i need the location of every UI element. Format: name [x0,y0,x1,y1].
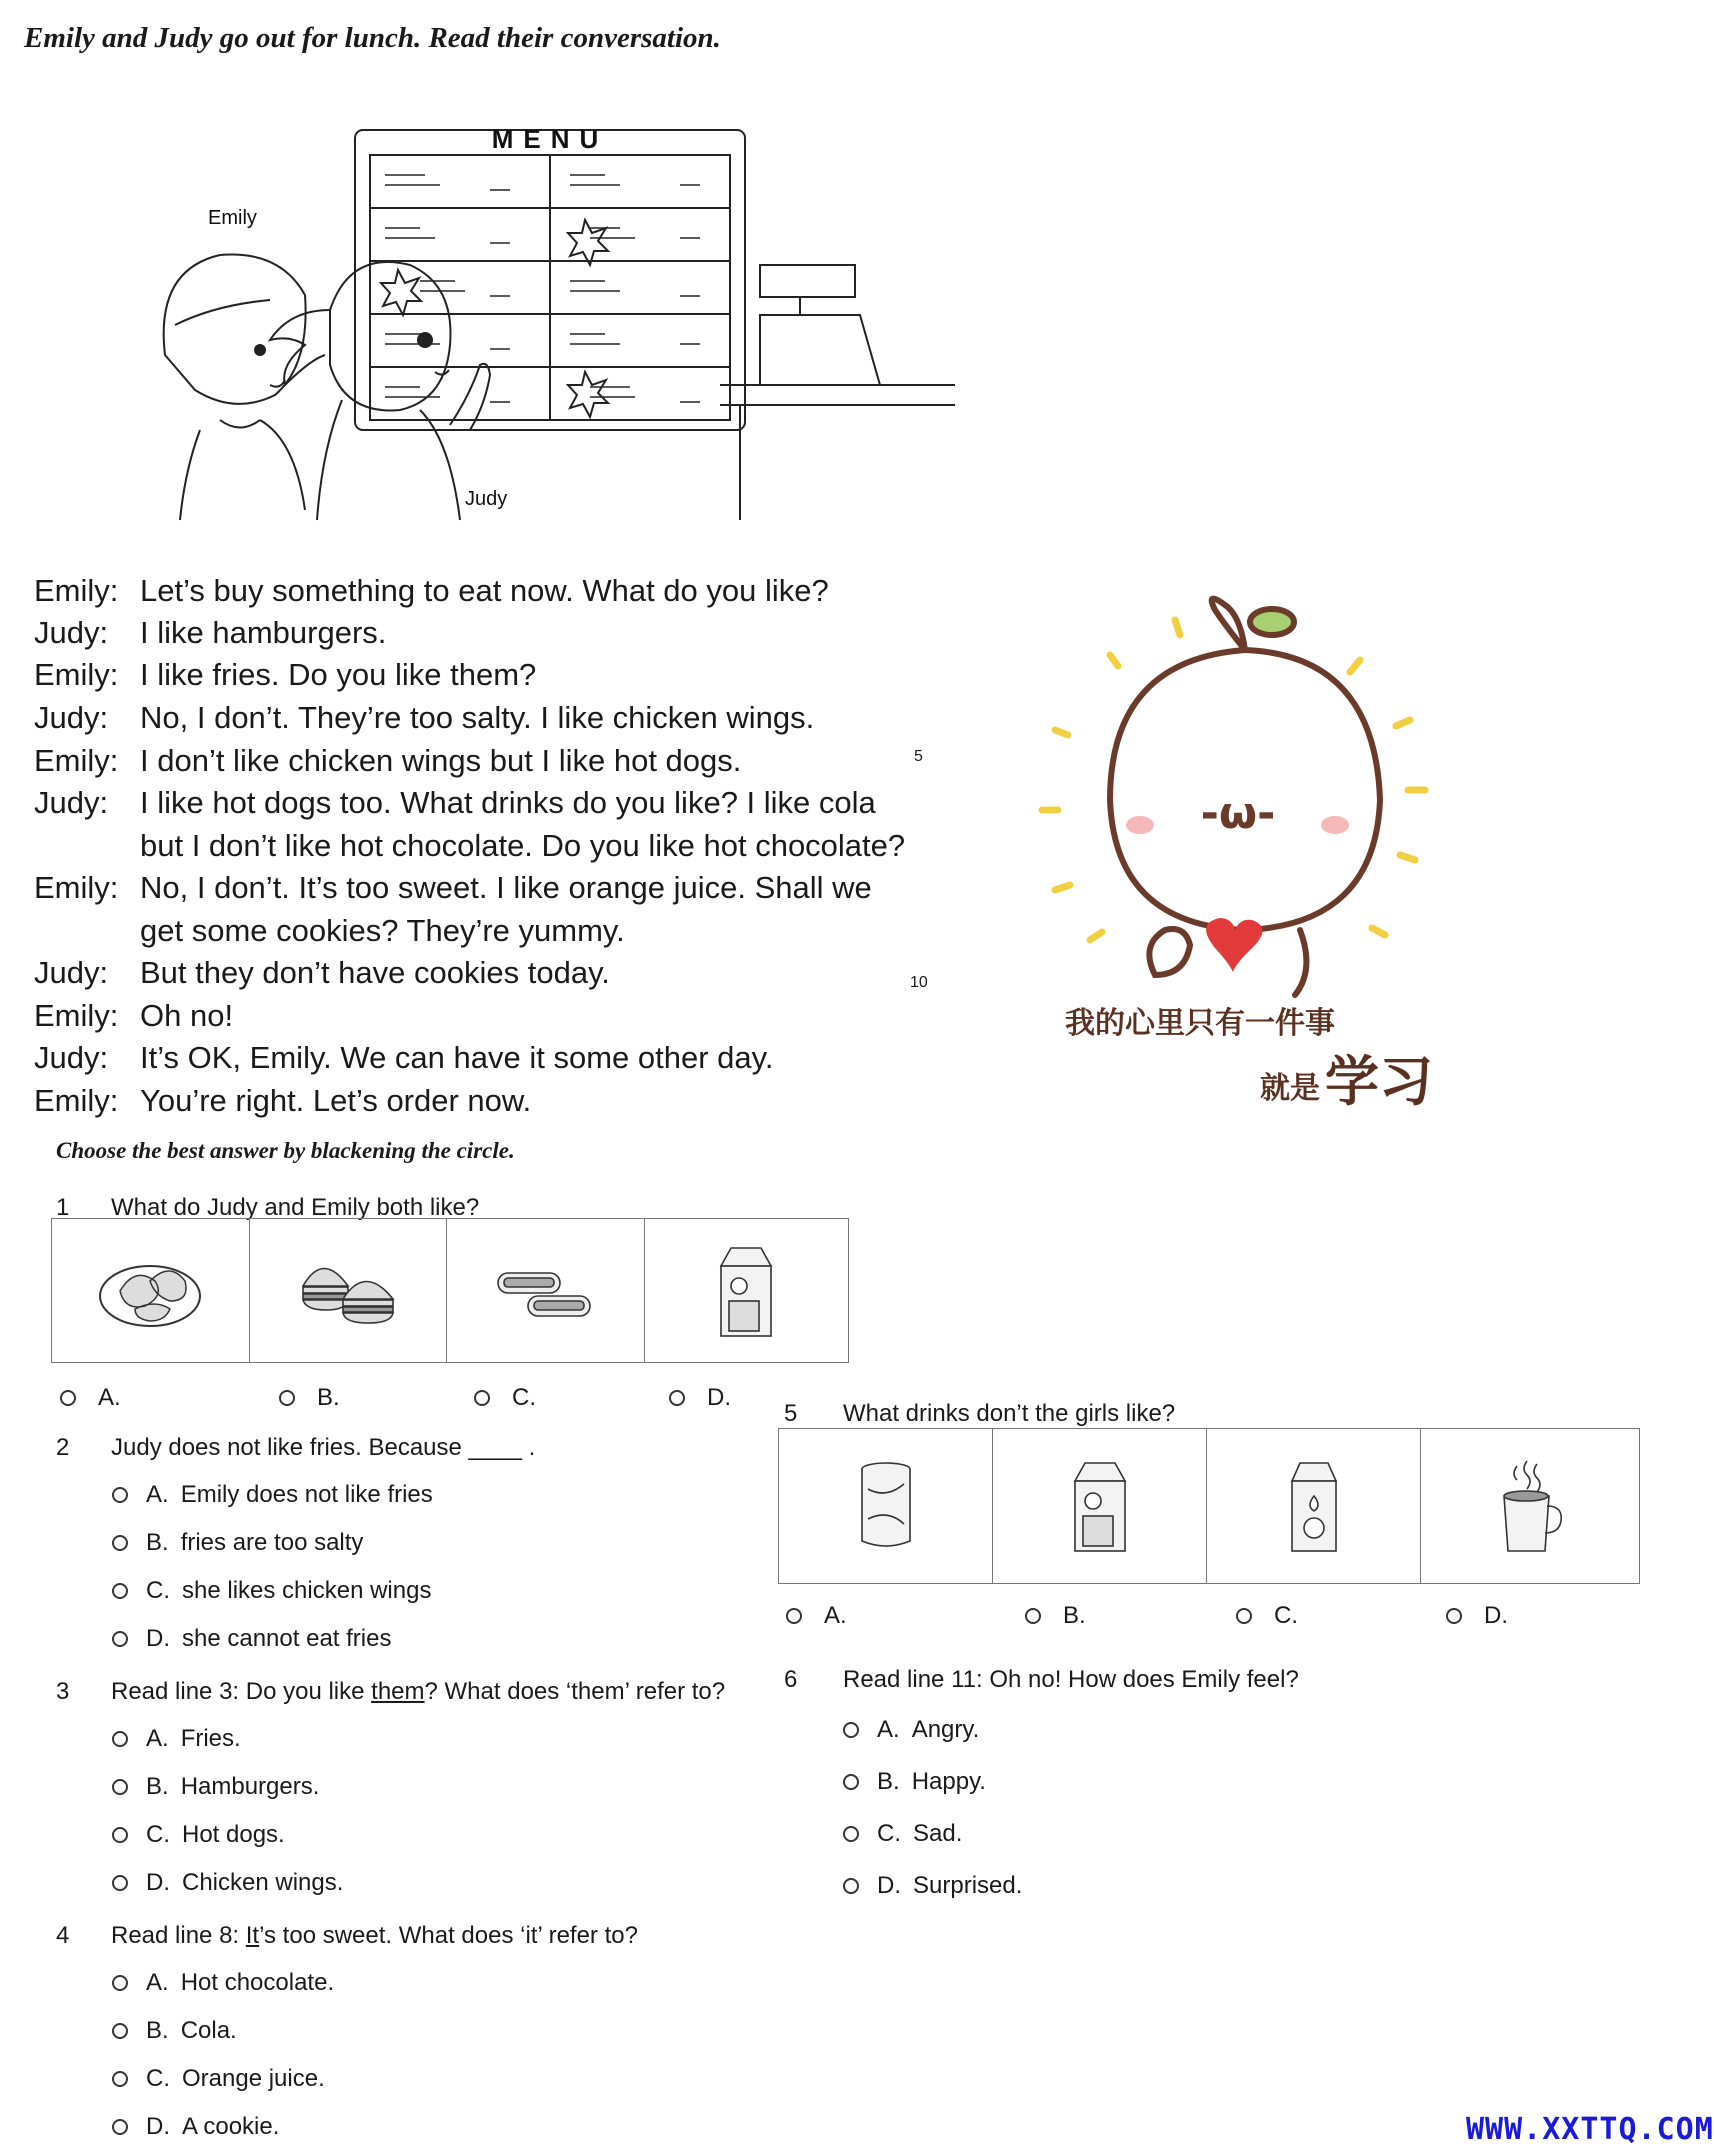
option-text: fries are too salty [180,1529,364,1556]
q3-option-d[interactable] [112,1869,343,1897]
q6-option-a[interactable] [843,1716,979,1744]
q3-option-a[interactable] [112,1725,241,1753]
question-number: 1 [56,1194,70,1221]
option-text: Hamburgers. [180,1773,320,1800]
option-letter: C. [146,1577,170,1604]
line-text: I like fries. Do you like them? [140,657,537,692]
judy-label: Judy [465,488,508,510]
study-sticker [1010,570,1470,1113]
answer-circle[interactable] [112,1731,128,1747]
question-number: 6 [784,1666,798,1693]
question-text-pre: Judy does not like fries. Because [111,1434,462,1461]
q3-option-c[interactable] [112,1821,285,1849]
q1-picture-c [447,1219,645,1362]
option-letter: A. [877,1716,900,1743]
option-text: Chicken wings. [182,1869,344,1896]
line-text: I don’t like chicken wings but I like hot dogs. [140,743,742,778]
option-text: Cola. [180,2017,237,2044]
speaker: Emily: [34,998,119,1033]
option-text: A cookie. [182,2113,280,2140]
answer-circle[interactable] [843,1722,859,1738]
q5-picture-c [1207,1429,1421,1583]
question-text-post: ’s too sweet. What does ‘it’ refer to? [259,1922,638,1949]
speaker: Judy: [34,955,109,990]
question-text: Read line 11: Oh no! How does Emily feel? [843,1666,1299,1693]
question-number: 2 [56,1434,70,1461]
counter [720,265,955,520]
option-letter: C. [1274,1602,1298,1629]
answer-circle[interactable] [279,1390,295,1406]
emily-label: Emily [208,207,257,229]
orange-juice-carton-icon [1065,1456,1135,1556]
question-number: 4 [56,1922,70,1949]
line-text: but I don’t like hot chocolate. Do you like hot chocolate? [140,828,906,863]
q1-picture-grid [51,1218,849,1363]
q1-option-d[interactable] [669,1384,731,1412]
q5-option-d[interactable] [1446,1602,1508,1630]
answer-circle[interactable] [112,1631,128,1647]
answer-circle[interactable] [1236,1608,1252,1624]
chicken-wings-icon [95,1251,205,1331]
question-number: 5 [784,1400,798,1427]
option-text: she likes chicken wings [182,1577,432,1604]
option-text: Happy. [911,1768,986,1795]
answer-circle[interactable] [112,1827,128,1843]
q4-option-d[interactable] [112,2113,279,2141]
question-number: 3 [56,1678,70,1705]
option-letter: D. [1484,1602,1508,1629]
q5-picture-grid [778,1428,1640,1584]
underlined-word: them [371,1678,425,1705]
answer-circle[interactable] [60,1390,76,1406]
q1-option-a[interactable] [60,1384,121,1412]
q3-option-b[interactable] [112,1773,319,1801]
line-text: Let’s buy something to eat now. What do you like? [140,573,829,608]
question-text: What do Judy and Emily both like? [111,1194,480,1221]
sticker-line2-small: 就是 [1260,1071,1320,1106]
option-text: she cannot eat fries [182,1625,392,1652]
q4-option-a[interactable] [112,1969,334,1997]
q1-option-c[interactable] [474,1384,536,1412]
q4-option-b[interactable] [112,2017,237,2045]
option-letter: C. [512,1384,536,1411]
answer-circle[interactable] [112,2023,128,2039]
option-letter: C. [146,2065,170,2092]
option-letter: B. [877,1768,900,1795]
option-letter: C. [146,1821,170,1848]
line-text: get some cookies? They’re yummy. [140,913,625,948]
question-text-pre: Read line 3: Do you like [111,1678,372,1705]
answer-circle[interactable] [843,1774,859,1790]
speaker: Judy: [34,785,109,820]
option-text: Hot dogs. [182,1821,285,1848]
line-text: I like hot dogs too. What drinks do you like? I like cola [140,785,876,820]
q5-picture-b [993,1429,1207,1583]
sticker-line1: 我的心里只有一件事 [1065,1006,1335,1041]
option-letter: B. [317,1384,340,1411]
line-text: It’s OK, Emily. We can have it some other day. [140,1040,774,1075]
answer-blank: ____ [468,1434,522,1461]
menu-title: MENU [491,124,609,154]
line-number-5: 5 [914,748,923,765]
question-text-post: ? What does ‘them’ refer to? [424,1678,726,1705]
q1-picture-b [250,1219,448,1362]
line-text: You’re right. Let’s order now. [140,1083,532,1118]
answer-circle[interactable] [112,1875,128,1891]
answer-circle[interactable] [669,1390,685,1406]
q2-option-a[interactable] [112,1481,433,1509]
option-letter: D. [146,1869,170,1896]
instruction: Choose the best answer by blackening the circle. [56,1138,515,1163]
line-text: But they don’t have cookies today. [140,955,610,990]
option-letter: D. [146,1625,170,1652]
answer-circle[interactable] [112,1975,128,1991]
line-number-10: 10 [910,974,928,991]
q2-option-d[interactable] [112,1625,391,1653]
answer-circle[interactable] [112,2071,128,2087]
speaker: Emily: [34,657,119,692]
judy-figure [270,262,490,520]
q1-picture-d [645,1219,848,1362]
option-letter: B. [1063,1602,1086,1629]
speaker: Judy: [34,700,109,735]
q5-option-c[interactable] [1236,1602,1298,1630]
watermark: WWW.XXTTQ.COM [1466,2112,1714,2147]
question-text-pre: Read line 8: [111,1922,246,1949]
option-letter: A. [146,1481,169,1508]
answer-circle[interactable] [112,1487,128,1503]
answer-circle[interactable] [112,1583,128,1599]
q2-option-c[interactable] [112,1577,431,1605]
option-letter: B. [146,1529,169,1556]
option-text: Emily does not like fries [180,1481,433,1508]
answer-circle[interactable] [112,1779,128,1795]
answer-circle[interactable] [1025,1608,1041,1624]
question-text [111,1434,535,1462]
option-letter: D. [877,1872,901,1899]
option-letter: B. [146,2017,169,2044]
hamburgers-icon [293,1251,403,1331]
sticker-face: -ω- [1200,788,1276,839]
option-letter: B. [146,1773,169,1800]
cola-can-icon [856,1459,916,1554]
page-title: Emily and Judy go out for lunch. Read their conversation. [24,22,721,54]
underlined-word: It [245,1922,260,1949]
answer-circle[interactable] [112,2119,128,2135]
line-text: No, I don’t. They’re too salty. I like chicken wings. [140,700,815,735]
speaker: Judy: [34,615,109,650]
option-text: Sad. [913,1820,963,1847]
emily-figure [164,255,306,521]
q6-option-d[interactable] [843,1872,1022,1900]
q6-option-b[interactable] [843,1768,986,1796]
q1-picture-a [52,1219,250,1362]
hot-chocolate-mug-icon [1489,1456,1569,1556]
option-letter: A. [146,1969,169,1996]
q1-option-b[interactable] [279,1384,340,1412]
answer-circle[interactable] [843,1826,859,1842]
juice-carton-icon [1284,1456,1344,1556]
answer-circle[interactable] [474,1390,490,1406]
orange-juice-carton-icon [711,1241,781,1341]
option-text: Fries. [180,1725,241,1752]
line-text: I like hamburgers. [140,615,387,650]
speaker: Judy: [34,1040,109,1075]
option-letter: D. [146,2113,170,2140]
option-text: Hot chocolate. [180,1969,335,1996]
menu-illustration [80,110,960,540]
menu-board [355,130,745,430]
sprout-stem [1212,599,1245,650]
speaker: Emily: [34,870,119,905]
speaker: Emily: [34,573,119,608]
q4-option-c[interactable] [112,2065,325,2093]
speaker: Emily: [34,1083,119,1118]
question-text: What drinks don’t the girls like? [843,1400,1176,1427]
line-text: Oh no! [140,998,234,1033]
q5-option-a[interactable] [786,1602,847,1630]
q2-option-b[interactable] [112,1529,363,1557]
q5-picture-d [1421,1429,1637,1583]
q6-option-c[interactable] [843,1820,962,1848]
option-letter: A. [146,1725,169,1752]
option-letter: A. [98,1384,121,1411]
q5-picture-a [779,1429,993,1583]
answer-circle[interactable] [1446,1608,1462,1624]
question-text-post: . [528,1434,536,1461]
option-letter: D. [707,1384,731,1411]
answer-circle[interactable] [786,1608,802,1624]
hot-dogs-icon [490,1251,600,1331]
option-text: Orange juice. [182,2065,325,2092]
q5-option-b[interactable] [1025,1602,1086,1630]
question-text [111,1678,725,1706]
option-letter: A. [824,1602,847,1629]
option-text: Surprised. [913,1872,1023,1899]
answer-circle[interactable] [112,1535,128,1551]
speaker: Emily: [34,743,119,778]
option-text: Angry. [911,1716,980,1743]
answer-circle[interactable] [843,1878,859,1894]
line-text: No, I don’t. It’s too sweet. I like orange juice. Shall we [140,870,872,905]
option-letter: C. [877,1820,901,1847]
question-text [111,1922,638,1950]
sticker-line2-big: 学习 [1325,1050,1433,1113]
